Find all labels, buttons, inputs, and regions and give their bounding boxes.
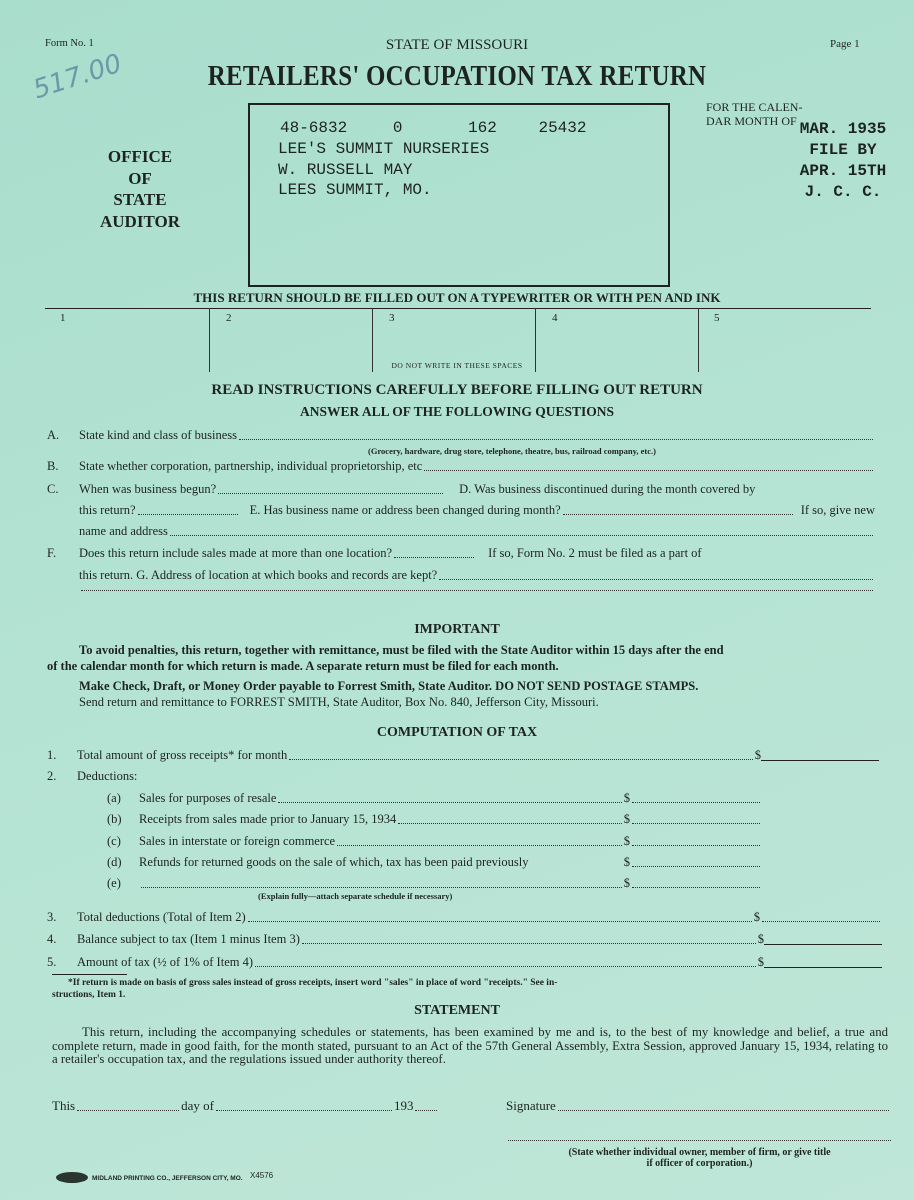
name-changed-field[interactable] bbox=[563, 514, 793, 515]
leader-dots bbox=[289, 759, 753, 760]
statement-text: This return, including the accompanying schedules or statements, has been examined by me and is, to the best of my knowledge and belief, a true and complete return, made in good faith, for the month stated, pursuant to an Act of the 57th General Assembly, Extra Session, approved January 15, 1934, relating to a retailer's occupation tax, and the regulations issued under authority thereof. bbox=[52, 1025, 888, 1066]
question-g bbox=[79, 568, 875, 583]
office-of-state-auditor bbox=[70, 146, 210, 232]
questions-heading: ANSWER ALL OF THE FOLLOWING QUESTIONS bbox=[300, 404, 614, 419]
currency-sign: $ bbox=[757, 932, 764, 946]
total-deductions-field[interactable] bbox=[762, 921, 880, 922]
other-deduction-description-field[interactable] bbox=[141, 887, 622, 888]
deduction-e bbox=[107, 876, 762, 891]
question-text: State kind and class of business bbox=[79, 428, 237, 442]
account-id-line bbox=[280, 119, 586, 137]
books-location-field[interactable] bbox=[439, 579, 873, 580]
question-f bbox=[47, 546, 875, 561]
question-text: If so, give new bbox=[800, 503, 875, 517]
label-line: DAR MONTH OF bbox=[706, 114, 797, 128]
question-e-cont bbox=[79, 524, 875, 539]
deduction-key: (c) bbox=[107, 834, 121, 848]
period-stamp bbox=[782, 119, 904, 203]
deduction-key: (b) bbox=[107, 812, 122, 826]
item-number: 4. bbox=[47, 932, 57, 946]
question-letter: C. bbox=[47, 482, 59, 496]
question-c-d bbox=[47, 482, 875, 497]
deduction-label: Sales in interstate or foreign commerce bbox=[139, 834, 336, 848]
item-label: Total amount of gross receipts* for month bbox=[77, 748, 288, 762]
currency-sign: $ bbox=[623, 855, 630, 869]
handwritten-amount: 517.00 bbox=[29, 48, 126, 106]
currency-sign: $ bbox=[623, 812, 630, 826]
question-a bbox=[47, 428, 875, 443]
file-by-label: FILE BY bbox=[809, 141, 877, 159]
question-text: If so, Form No. 2 must be filed as a part of bbox=[488, 546, 702, 560]
important-text: Make Check, Draft, or Money Order payable to Forrest Smith, State Auditor. DO NOT SEND POSTAGE STAMPS. bbox=[79, 679, 699, 693]
leader-dots bbox=[255, 966, 756, 967]
signature-field[interactable] bbox=[558, 1110, 889, 1111]
date-line bbox=[52, 1098, 452, 1114]
year-field[interactable] bbox=[415, 1110, 437, 1111]
office-line: OF bbox=[128, 168, 152, 188]
printer-logo-icon bbox=[56, 1172, 88, 1183]
business-name: LEE'S SUMMIT NURSERIES bbox=[278, 140, 490, 158]
question-letter: F. bbox=[47, 546, 57, 560]
leader-dots bbox=[302, 943, 756, 944]
item-1 bbox=[47, 748, 879, 763]
account-code: 25432 bbox=[538, 119, 587, 137]
question-letter: B. bbox=[47, 459, 59, 473]
leader-dots bbox=[337, 845, 622, 846]
refunds-amount-field[interactable] bbox=[632, 866, 760, 867]
office-line: OFFICE bbox=[107, 147, 173, 166]
file-by-date: APR. 15TH bbox=[799, 162, 887, 180]
deduction-d bbox=[107, 855, 762, 870]
currency-sign: $ bbox=[757, 955, 764, 969]
account-number: 48-6832 bbox=[280, 119, 348, 137]
currency-sign: $ bbox=[754, 748, 761, 762]
do-not-write-note: DO NOT WRITE IN THESE SPACES bbox=[391, 361, 523, 370]
question-text: When was business begun? bbox=[79, 482, 217, 496]
title-note bbox=[508, 1147, 891, 1169]
computation-heading: COMPUTATION OF TAX bbox=[376, 725, 538, 740]
footnote: *If return is made on basis of gross sales instead of gross receipts, insert word "sales" in place of word "receipts." See in- bbox=[68, 978, 558, 988]
deduction-label: Sales for purposes of resale bbox=[139, 791, 277, 805]
footnote: structions, Item 1. bbox=[52, 990, 126, 1000]
item-label: Deductions: bbox=[77, 769, 138, 783]
important-text: To avoid penalties, this return, together with remittance, must be filed with the State Auditor within 15 days after the end bbox=[79, 643, 724, 657]
address-box bbox=[248, 103, 670, 287]
instructions-heading: READ INSTRUCTIONS CAREFULLY BEFORE FILLING OUT RETURN bbox=[211, 382, 703, 398]
question-text: State whether corporation, partnership, individual proprietorship, etc bbox=[79, 459, 423, 473]
item-5 bbox=[47, 955, 882, 970]
deduction-a bbox=[107, 791, 762, 806]
currency-sign: $ bbox=[623, 834, 630, 848]
item-2 bbox=[47, 769, 137, 784]
currency-sign: $ bbox=[623, 876, 630, 890]
multiple-locations-field[interactable] bbox=[394, 557, 474, 558]
item-label: Amount of tax (½ of 1% of Item 4) bbox=[77, 955, 254, 969]
deduction-b bbox=[107, 812, 762, 827]
initials: J. C. C. bbox=[804, 183, 882, 201]
grid-column-number: 5 bbox=[714, 312, 720, 324]
question-letter: A. bbox=[47, 428, 60, 442]
question-text: this return. G. Address of location at which books and records are kept? bbox=[79, 568, 438, 582]
item-3 bbox=[47, 910, 882, 925]
form-code: X4576 bbox=[250, 1171, 274, 1180]
explain-note: (Explain fully—attach separate schedule if necessary) bbox=[258, 891, 453, 901]
deduction-key: (a) bbox=[107, 791, 121, 805]
instruction-banner: THIS RETURN SHOULD BE FILLED OUT ON A TYPEWRITER OR WITH PEN AND INK bbox=[193, 290, 721, 305]
return-month: MAR. 1935 bbox=[799, 120, 887, 138]
title-field[interactable] bbox=[508, 1140, 891, 1141]
day-of-label: day of bbox=[181, 1098, 214, 1113]
this-label: This bbox=[52, 1098, 76, 1113]
question-text: name and address bbox=[79, 524, 168, 538]
important-text: of the calendar month for which return is made. A separate return must be filed for each month. bbox=[47, 659, 559, 673]
deduction-c bbox=[107, 834, 762, 849]
currency-sign: $ bbox=[753, 910, 760, 924]
deduction-label: Receipts from sales made prior to January 15, 1934 bbox=[139, 812, 397, 826]
question-d-e bbox=[79, 503, 875, 518]
account-code: 0 bbox=[392, 119, 403, 137]
item-number: 2. bbox=[47, 769, 57, 783]
deduction-key: (e) bbox=[107, 876, 121, 890]
day-field[interactable] bbox=[77, 1110, 179, 1111]
important-heading: IMPORTANT bbox=[414, 622, 500, 637]
city: LEES SUMMIT, MO. bbox=[278, 181, 432, 199]
office-line: AUDITOR bbox=[100, 211, 180, 231]
prior-sales-amount-field[interactable] bbox=[632, 823, 760, 824]
books-location-field-2[interactable] bbox=[81, 590, 873, 591]
discontinued-field[interactable] bbox=[138, 514, 238, 515]
business-type-field[interactable] bbox=[424, 470, 873, 471]
other-deduction-amount-field[interactable] bbox=[632, 887, 760, 888]
form-title: RETAILERS' OCCUPATION TAX RETURN bbox=[207, 60, 707, 92]
leader-dots bbox=[278, 802, 621, 803]
owner-name: W. RUSSELL MAY bbox=[278, 160, 413, 179]
item-number: 5. bbox=[47, 955, 57, 969]
balance-subject-field[interactable] bbox=[764, 944, 882, 945]
grid-column-number: 4 bbox=[552, 312, 558, 324]
new-name-address-field[interactable] bbox=[170, 535, 873, 536]
statement-heading: STATEMENT bbox=[414, 1003, 500, 1018]
leader-dots bbox=[398, 823, 622, 824]
year-prefix: 193 bbox=[393, 1098, 414, 1113]
resale-amount-field[interactable] bbox=[632, 802, 760, 803]
leader-dots bbox=[248, 921, 752, 922]
grid-top-line bbox=[45, 308, 871, 309]
deduction-label: Refunds for returned goods on the sale of which, tax has been paid previously bbox=[139, 855, 529, 869]
grid-column-number: 2 bbox=[226, 312, 232, 324]
form-number: Form No. 1 bbox=[45, 38, 94, 49]
signature-line bbox=[506, 1098, 891, 1114]
item-label: Balance subject to tax (Item 1 minus Item 3) bbox=[77, 932, 300, 946]
question-g-cont bbox=[79, 590, 875, 594]
printer-credit: MIDLAND PRINTING CO., JEFFERSON CITY, MO. bbox=[92, 1175, 243, 1182]
office-line: STATE bbox=[113, 190, 167, 209]
important-text: Send return and remittance to FORREST SMITH, State Auditor, Box No. 840, Jefferson City, Missouri. bbox=[79, 695, 599, 709]
signature-label: Signature bbox=[506, 1098, 556, 1113]
account-code: 162 bbox=[468, 119, 497, 137]
month-field[interactable] bbox=[216, 1110, 392, 1111]
footnote-rule bbox=[52, 974, 127, 975]
business-begun-field[interactable] bbox=[218, 493, 443, 494]
deduction-key: (d) bbox=[107, 855, 122, 869]
title-note-line: if officer of corporation.) bbox=[646, 1158, 753, 1169]
state-heading: STATE OF MISSOURI bbox=[385, 37, 529, 53]
label-line: FOR THE CALEN- bbox=[706, 100, 803, 114]
item-label: Total deductions (Total of Item 2) bbox=[77, 910, 246, 924]
item-number: 3. bbox=[47, 910, 57, 924]
page-number: Page 1 bbox=[830, 38, 860, 50]
question-text: E. Has business name or address been changed during month? bbox=[249, 503, 561, 517]
business-kind-field[interactable] bbox=[239, 439, 873, 440]
tax-amount-field[interactable] bbox=[764, 967, 882, 968]
question-text: this return? bbox=[79, 503, 136, 517]
currency-sign: $ bbox=[623, 791, 630, 805]
question-text: Does this return include sales made at more than one location? bbox=[79, 546, 393, 560]
taxpayer-address bbox=[278, 139, 489, 201]
question-text: D. Was business discontinued during the month covered by bbox=[459, 482, 756, 496]
item-number: 1. bbox=[47, 748, 57, 762]
grid-column-number: 3 bbox=[389, 312, 395, 324]
item-4 bbox=[47, 932, 882, 947]
business-kind-examples: (Grocery, hardware, drug store, telephone, theatre, bus, railroad company, etc.) bbox=[368, 446, 656, 456]
grid-column-number: 1 bbox=[60, 312, 66, 324]
gross-receipts-field[interactable] bbox=[761, 760, 879, 761]
title-note-line: (State whether individual owner, member of firm, or give title bbox=[568, 1147, 831, 1158]
interstate-amount-field[interactable] bbox=[632, 845, 760, 846]
question-b bbox=[47, 459, 875, 474]
